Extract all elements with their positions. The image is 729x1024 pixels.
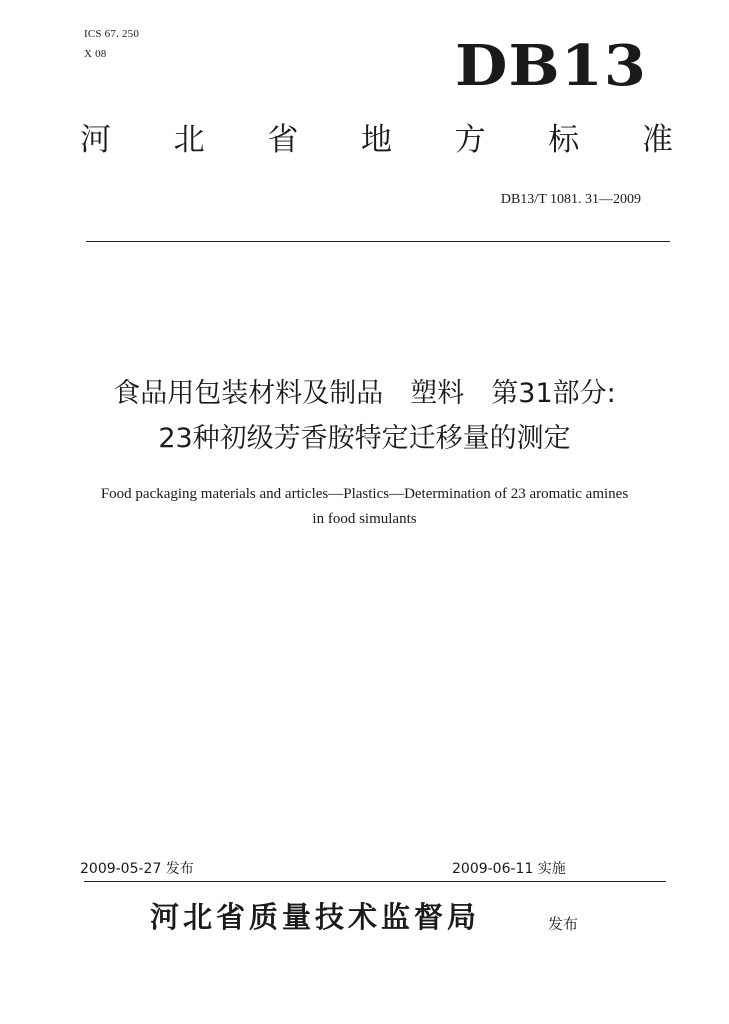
standard-type-char: 北: [173, 122, 205, 158]
standard-type: [80, 122, 673, 158]
standard-type-char: 省: [267, 122, 299, 158]
title-cn-line2: 23种初级芳香胺特定迁移量的测定: [158, 423, 571, 454]
issue-date: 2009-05-27 发布: [80, 861, 194, 877]
standard-type-char: 准: [641, 122, 673, 158]
issue-label: 发布: [548, 915, 579, 933]
standard-number: DB13/T 1081. 31—2009: [500, 192, 641, 207]
standard-type-char: 标: [548, 122, 580, 158]
issuing-authority: 河北省质量技术监督局: [150, 900, 481, 934]
bottom-divider: [84, 881, 666, 882]
title-cn-line1: 食品用包装材料及制品 塑料 第31部分:: [113, 378, 616, 409]
db13-logo: DB13: [455, 33, 648, 99]
title-en-line2: in food simulants: [312, 511, 417, 527]
ics-code: ICS 67. 250: [84, 28, 140, 40]
implementation-date: 2009-06-11 实施: [452, 861, 566, 877]
title-en-line1: Food packaging materials and articles—Plastics—Determination of 23 aromatic amines: [100, 486, 629, 502]
classification-code: X 08: [84, 48, 107, 60]
top-divider: [86, 241, 670, 242]
standard-type-char: 方: [454, 122, 486, 158]
standard-type-char: 河: [80, 122, 111, 158]
standard-type-char: 地: [360, 122, 392, 158]
